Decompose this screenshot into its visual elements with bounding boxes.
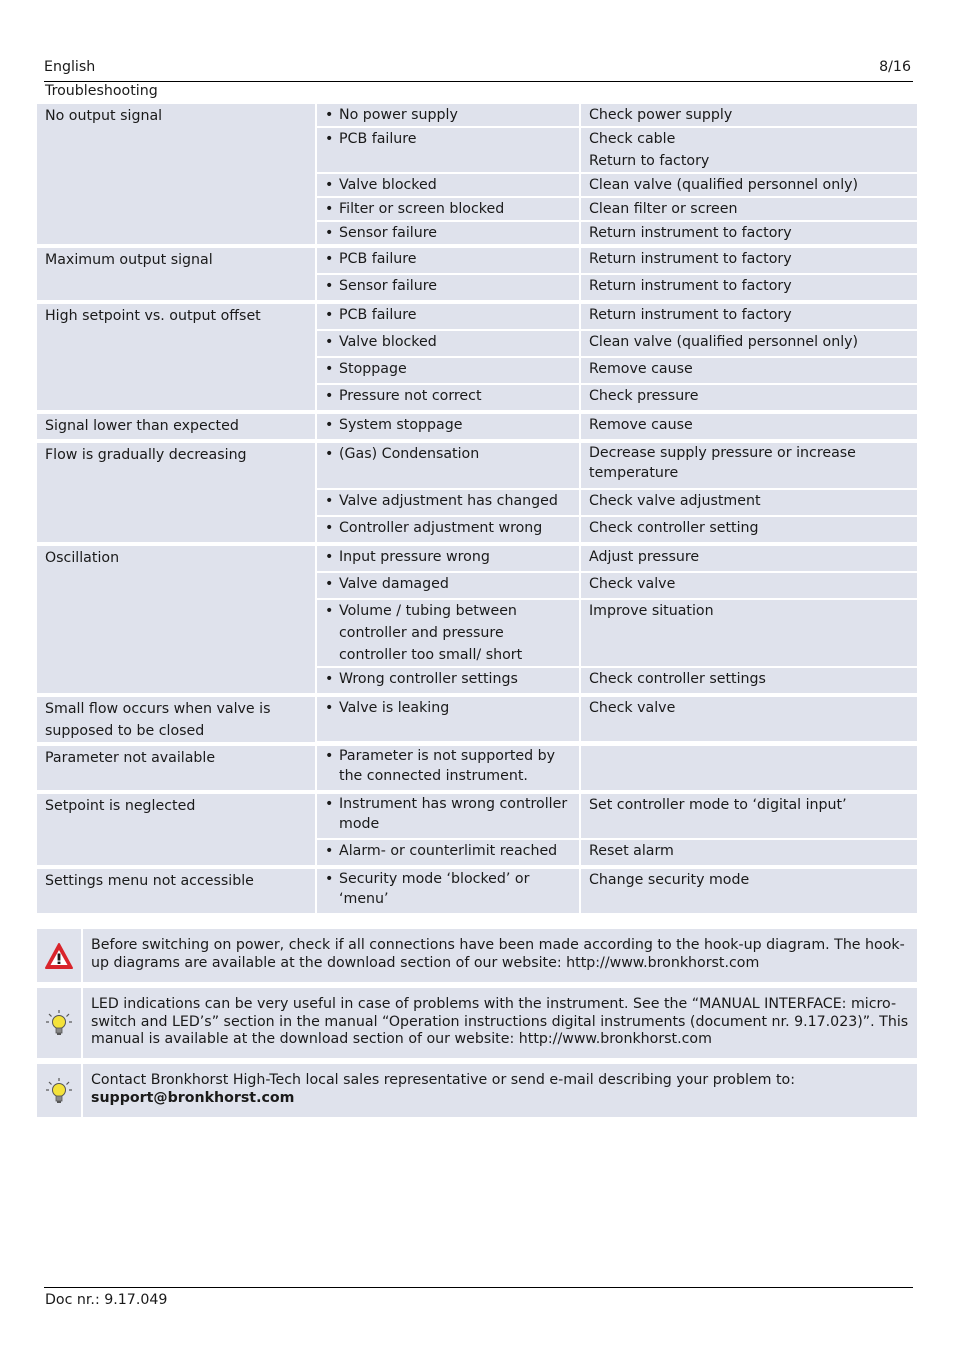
table-row xyxy=(317,517,917,542)
remedy-text: Decrease supply pressure or increase temperature xyxy=(589,445,856,481)
remedy-cell xyxy=(581,668,917,693)
remedy-cell xyxy=(581,490,917,515)
warning-note xyxy=(37,929,917,982)
remedy-text: Reset alarm xyxy=(589,843,674,859)
remedy-cell xyxy=(581,198,917,220)
page-footer xyxy=(44,1287,913,1308)
remedy-cell xyxy=(581,275,917,300)
remedy-text: Return instrument to factory xyxy=(589,307,792,323)
cause-cell: • Input pressure wrong xyxy=(317,546,579,571)
section-title: Troubleshooting xyxy=(45,83,158,99)
table-row xyxy=(317,275,917,300)
cause-cell: • Sensor failure xyxy=(317,275,579,300)
table-row xyxy=(317,198,917,220)
support-email[interactable]: support@bronkhorst.com xyxy=(91,1089,295,1106)
table-row xyxy=(317,746,917,790)
symptom-cell: Maximum output signal xyxy=(37,248,315,300)
remedy-cell xyxy=(581,174,917,196)
table-row xyxy=(317,840,917,865)
table-row xyxy=(317,546,917,571)
table-group xyxy=(37,248,917,300)
remedy-text: Return instrument to factory xyxy=(589,251,792,267)
remedy-text: Adjust pressure xyxy=(589,549,700,565)
remedy-cell xyxy=(581,414,917,439)
table-row xyxy=(317,794,917,838)
contact-note-body: Contact Bronkhorst High-Tech local sales representative or send e-mail describing your problem to: xyxy=(91,1072,795,1088)
symptom-cell: Flow is gradually decreasing xyxy=(37,443,315,542)
remedy-text: Change security mode xyxy=(589,872,750,888)
table-row xyxy=(317,573,917,598)
contact-note-text xyxy=(83,1064,917,1117)
symptom-cell: High setpoint vs. output offset xyxy=(37,304,315,410)
remedy-text: Return to factory xyxy=(589,153,710,169)
cause-cell: • Valve is leaking xyxy=(317,697,579,741)
remedy-cell xyxy=(581,331,917,356)
cause-cell: • (Gas) Condensation xyxy=(317,443,579,488)
cause-cell: • Instrument has wrong controller mode xyxy=(317,794,579,838)
cause-cell: • Controller adjustment wrong xyxy=(317,517,579,542)
remedy-cell xyxy=(581,746,917,790)
table-row xyxy=(317,600,917,666)
symptom-cell: Signal lower than expected xyxy=(37,414,315,439)
cause-cell: • System stoppage xyxy=(317,414,579,439)
table-row xyxy=(317,869,917,913)
remedy-cell xyxy=(581,546,917,571)
cause-cell: • Filter or screen blocked xyxy=(317,198,579,220)
remedy-cell xyxy=(581,385,917,410)
table-row xyxy=(317,222,917,244)
remedy-text: Clean valve (qualified personnel only) xyxy=(589,177,859,193)
lightbulb-icon xyxy=(37,1064,81,1117)
remedy-text: Check valve xyxy=(589,576,676,592)
table-row xyxy=(317,443,917,488)
cause-cell: • PCB failure xyxy=(317,304,579,329)
lightbulb-icon xyxy=(37,988,81,1058)
symptom-cell: Setpoint is neglected xyxy=(37,794,315,865)
cause-cell: • Alarm- or counterlimit reached xyxy=(317,840,579,865)
table-row xyxy=(317,248,917,273)
remedy-text: Check valve xyxy=(589,700,676,716)
remedy-text: Check power supply xyxy=(589,107,733,123)
footer-doc-number: Doc nr.: 9.17.049 xyxy=(45,1292,168,1308)
table-row xyxy=(317,104,917,126)
remedy-cell xyxy=(581,697,917,741)
remedy-text: Return instrument to factory xyxy=(589,278,792,294)
remedy-text: Check controller setting xyxy=(589,520,759,536)
table-group xyxy=(37,794,917,865)
remedy-text: Remove cause xyxy=(589,361,693,377)
table-group xyxy=(37,697,917,742)
cause-cell: • Valve blocked xyxy=(317,331,579,356)
table-row xyxy=(317,697,917,741)
remedy-cell xyxy=(581,222,917,244)
table-group xyxy=(37,104,917,244)
remedy-cell xyxy=(581,304,917,329)
table-row xyxy=(317,385,917,410)
table-group xyxy=(37,443,917,542)
remedy-cell xyxy=(581,794,917,838)
table-row xyxy=(317,304,917,329)
symptom-cell: Small flow occurs when valve is supposed to be closed xyxy=(37,697,315,742)
symptom-cell: Settings menu not accessible xyxy=(37,869,315,913)
table-row xyxy=(317,358,917,383)
remedy-text: Set controller mode to ‘digital input’ xyxy=(589,797,847,813)
cause-cell: • Wrong controller settings xyxy=(317,668,579,693)
remedy-cell xyxy=(581,517,917,542)
cause-cell: • Valve adjustment has changed xyxy=(317,490,579,515)
led-tip-note-text: LED indications can be very useful in case of problems with the instrument. See the “MANUAL INTERFACE: micro-switch and LED’s” section in the manual “Operation instructions digital instruments (document nr. 9.17.023)”. This manual is available at the download section of our website: http://www.bronkhorst.com xyxy=(83,988,917,1058)
remedy-text: Remove cause xyxy=(589,417,693,433)
remedy-cell xyxy=(581,358,917,383)
cause-cell: • Volume / tubing between controller and pressure controller too small/ short xyxy=(317,600,579,666)
symptom-cell: Oscillation xyxy=(37,546,315,693)
cause-cell: • Valve blocked xyxy=(317,174,579,196)
remedy-text: Check pressure xyxy=(589,388,699,404)
table-group xyxy=(37,414,917,439)
table-row xyxy=(317,174,917,196)
table-row xyxy=(317,490,917,515)
table-group xyxy=(37,869,917,913)
cause-cell: • Valve damaged xyxy=(317,573,579,598)
cause-cell: • Parameter is not supported by the connected instrument. xyxy=(317,746,579,790)
remedy-cell xyxy=(581,600,917,666)
remedy-cell xyxy=(581,128,917,172)
contact-note xyxy=(37,1064,917,1117)
warning-icon xyxy=(37,929,81,982)
remedy-text: Check valve adjustment xyxy=(589,493,761,509)
remedy-cell xyxy=(581,869,917,913)
cause-cell: • Security mode ‘blocked’ or ‘menu’ xyxy=(317,869,579,913)
warning-note-text: Before switching on power, check if all connections have been made according to the hook-up diagram. The hook-up diagrams are available at the download section of our website: http://www.bronkhorst.com xyxy=(83,929,917,982)
remedy-cell xyxy=(581,573,917,598)
cause-cell: • Stoppage xyxy=(317,358,579,383)
remedy-cell xyxy=(581,840,917,865)
table-group xyxy=(37,304,917,410)
led-tip-note xyxy=(37,988,917,1058)
table-group xyxy=(37,546,917,693)
remedy-cell xyxy=(581,104,917,126)
table-row xyxy=(317,414,917,439)
header-page-number: 8/16 xyxy=(879,59,911,75)
table-group xyxy=(37,746,917,790)
remedy-text: Clean valve (qualified personnel only) xyxy=(589,334,859,350)
page-header xyxy=(44,58,913,82)
table-row xyxy=(317,668,917,693)
remedy-text: Return instrument to factory xyxy=(589,225,792,241)
remedy-text: Improve situation xyxy=(589,603,714,619)
remedy-text: Check controller settings xyxy=(589,671,766,687)
table-row xyxy=(317,331,917,356)
symptom-cell: Parameter not available xyxy=(37,746,315,790)
remedy-cell xyxy=(581,248,917,273)
cause-cell: • Pressure not correct xyxy=(317,385,579,410)
troubleshooting-table xyxy=(37,104,917,917)
header-language: English xyxy=(44,59,96,75)
remedy-text: Clean filter or screen xyxy=(589,201,738,217)
cause-cell: • PCB failure xyxy=(317,248,579,273)
cause-cell: • No power supply xyxy=(317,104,579,126)
remedy-cell xyxy=(581,443,917,488)
table-row xyxy=(317,128,917,172)
symptom-cell: No output signal xyxy=(37,104,315,244)
cause-cell: • PCB failure xyxy=(317,128,579,172)
cause-cell: • Sensor failure xyxy=(317,222,579,244)
remedy-text: Check cable xyxy=(589,131,676,147)
